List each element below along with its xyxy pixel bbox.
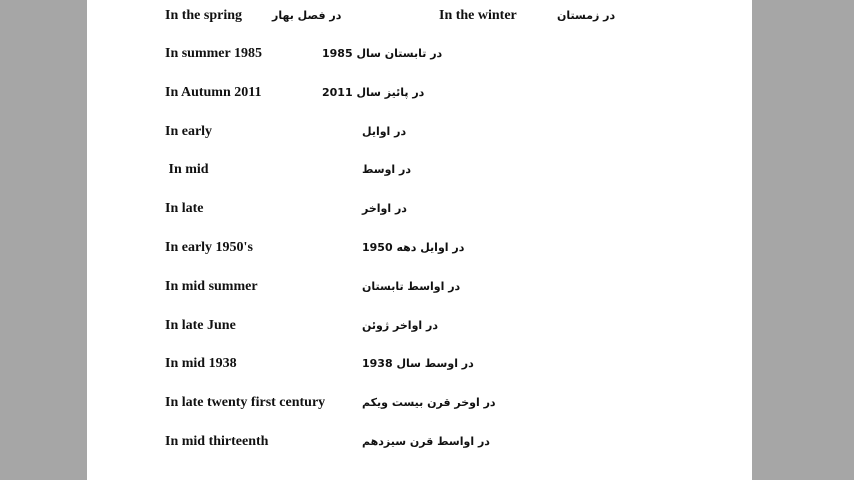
persian-phrase-2: در زمستان <box>557 9 616 22</box>
english-phrase: In late twenty first century <box>165 395 326 410</box>
persian-phrase: در اوسط <box>362 163 412 176</box>
english-phrase: In early <box>165 124 213 139</box>
row-mid-summer <box>87 279 752 303</box>
english-phrase: In mid summer <box>165 279 258 294</box>
row-late-june <box>87 318 752 342</box>
english-phrase: In mid thirteenth <box>165 434 269 449</box>
persian-phrase: در اوایل <box>362 125 407 138</box>
row-early <box>87 124 752 148</box>
row-late-twenty-first-century <box>87 395 752 419</box>
row-late <box>87 201 752 225</box>
english-phrase: In late June <box>165 318 236 333</box>
persian-phrase: در اواسط قرن سیزدهم <box>362 435 490 448</box>
english-phrase: In the spring <box>165 8 243 23</box>
row-mid-thirteenth <box>87 434 752 458</box>
english-phrase: In summer 1985 <box>165 46 262 61</box>
row-autumn-2011 <box>87 85 752 109</box>
row-spring-winter <box>87 8 752 32</box>
english-phrase: In mid 1938 <box>165 356 237 371</box>
english-phrase: In early 1950's <box>165 240 253 255</box>
persian-phrase: در اوایل دهه 1950 <box>362 241 465 254</box>
persian-phrase: در اوخر قرن بیست ویکم <box>362 396 496 409</box>
english-phrase: In late <box>165 201 204 216</box>
persian-phrase: در تابستان سال 1985 <box>322 47 443 60</box>
persian-phrase: در اواسط تابستان <box>362 280 461 293</box>
row-mid-1938 <box>87 356 752 380</box>
persian-phrase: در اواخر <box>362 202 407 215</box>
english-phrase: In mid <box>165 162 209 177</box>
row-mid <box>87 162 752 186</box>
persian-phrase: در اوسط سال 1938 <box>362 357 474 370</box>
persian-phrase: در فصل بهار <box>272 9 342 22</box>
row-summer-1985 <box>87 46 752 70</box>
persian-phrase: در اواخر ژوئن <box>362 319 438 332</box>
persian-phrase: در پائیز سال 2011 <box>322 86 425 99</box>
document-page <box>87 0 752 480</box>
row-early-1950s <box>87 240 752 264</box>
english-phrase: In Autumn 2011 <box>165 85 262 100</box>
english-phrase-2: In the winter <box>439 8 517 23</box>
